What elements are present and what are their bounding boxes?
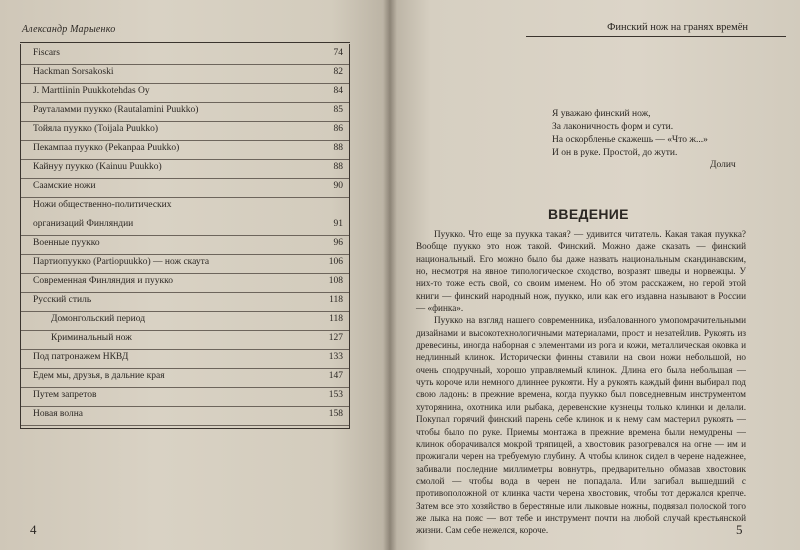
toc-entry-page: 82 — [333, 67, 343, 77]
toc-entry — [21, 105, 349, 124]
toc-entry-page: 84 — [333, 86, 343, 96]
left-page — [0, 0, 390, 550]
epigraph-line: Я уважаю финский нож, — [552, 109, 651, 119]
toc-entry-rule — [21, 273, 349, 274]
toc-entry-title: Hackman Sorsakoski — [33, 67, 114, 77]
toc-entry — [21, 238, 349, 257]
toc-entry-rule — [21, 292, 349, 293]
epigraph — [552, 108, 752, 160]
paragraph: Пуукко. Что еще за пуукка такая? — удивится читатель. Какая такая пуукка? Вообще пуукко это нож такой. Финский. Можно даже сказать — финский национальный. Его можно было бы даже назвать национальным скандинавским, но, несмотря на явное типологическое сходство, возразят шведы и норвежцы. У них-то тоже есть свой, со своим именем. Но об этом расскажем, но герой этой книги — финский народный нож, пуукко, или как его издавна называют в России — «финка». — [416, 229, 746, 314]
toc-entry-rule — [21, 102, 349, 103]
toc-entry-title: организаций Финляндии — [33, 219, 134, 229]
toc-entry-rule — [21, 121, 349, 122]
toc-entry-title: Пекампаа пуукко (Pekanpaa Puukko) — [33, 143, 180, 153]
toc-entry-page: 90 — [333, 181, 343, 191]
epigraph-line: На оскорбленье скажешь — «Что ж...» — [552, 135, 708, 145]
toc-entry-rule — [21, 311, 349, 312]
page-number-left: 4 — [30, 522, 37, 537]
toc-entry-rule — [21, 83, 349, 84]
toc-entry-title: J. Marttiinin Puukkotehdas Oy — [33, 86, 150, 96]
toc-entry-page: 88 — [333, 143, 343, 153]
toc-entry-rule — [21, 425, 349, 426]
toc-entry-title: Путем запретов — [33, 390, 97, 400]
toc-entry-rule — [21, 159, 349, 160]
toc-entry — [21, 86, 349, 105]
toc-entry — [21, 162, 349, 181]
toc-entry-page: 118 — [329, 314, 343, 324]
toc-entry-title: Кайнуу пуукко (Kainuu Puukko) — [33, 162, 162, 172]
toc-entry-rule — [21, 349, 349, 350]
toc-entry-title: Партиопуукко (Partiopuukko) — нож скаута — [33, 257, 210, 267]
toc-entry-rule — [21, 178, 349, 179]
toc-entry-page: 96 — [333, 238, 343, 248]
toc-entry — [21, 314, 349, 333]
toc-entry-title: Военные пуукко — [33, 238, 100, 248]
running-head-right: Финский нож на гранях времён — [607, 22, 748, 33]
running-head-left: Александр Марыенко — [22, 24, 116, 35]
toc-entry — [21, 352, 349, 371]
toc-entry-page: 118 — [329, 295, 343, 305]
toc-entry — [21, 200, 349, 219]
toc-entry — [21, 181, 349, 200]
header-rule-right — [526, 36, 786, 37]
toc-entry-rule — [21, 235, 349, 236]
toc-entry-page: 153 — [328, 390, 343, 400]
epigraph-line: За лаконичность форм и сути. — [552, 122, 674, 132]
toc-entry-title: Ножи общественно-политических — [33, 200, 172, 210]
toc-entry — [21, 390, 349, 409]
toc-entry-title: Тойяла пуукко (Toijala Puukko) — [33, 124, 159, 134]
toc-entry-page: 108 — [328, 276, 343, 286]
toc-entry — [21, 371, 349, 390]
page-number-right: 5 — [736, 522, 743, 537]
toc-entry-title: Fiscars — [33, 48, 60, 58]
toc-entry — [21, 48, 349, 67]
toc-entry-title: Криминальный нож — [51, 333, 132, 343]
toc-entry-rule — [21, 368, 349, 369]
toc-entry-page: 133 — [328, 352, 343, 362]
toc-entry-rule — [21, 387, 349, 388]
toc-entry — [21, 276, 349, 295]
toc-entry-page: 86 — [333, 124, 343, 134]
toc-entry — [21, 67, 349, 86]
toc-entry — [21, 143, 349, 162]
toc-entry — [21, 333, 349, 352]
toc-entry-page: 147 — [328, 371, 343, 381]
toc-entry-rule — [21, 197, 349, 198]
table-of-contents — [20, 44, 350, 429]
toc-entry-rule — [21, 254, 349, 255]
toc-entry — [21, 409, 349, 428]
toc-entry-page: 74 — [333, 48, 343, 58]
toc-entry-title: Саамские ножи — [33, 181, 96, 191]
toc-entry-page: 106 — [328, 257, 343, 267]
toc-entry-title: Едем мы, друзья, в дальние края — [33, 371, 165, 381]
toc-entry — [21, 257, 349, 276]
toc-entry-page: 91 — [333, 219, 343, 229]
header-rule-left — [20, 42, 350, 43]
paragraph: Пуукко на взгляд нашего современника, избалованного умопомрачительными дизайнами и высокотехнологичными материалами, прост и незатейлив. Рукоять из древесины, иногда наборная с элементами из рога и кожи, металлическая оковка и недлинный клинок. Исторически финны ставили на свои ножи небольшой, но очень сподручный, хорошо управляемый клинок. Длина его была небольшая — чуть короче или немного длиннее рукояти. Ну а рукоять каждый финн выбирал под свою ладонь: в прежние времена, когда пуукко был повседневным инструментом хуторянина, охотника или рыбака, деревенские кузнецы только клинки и делали. Покупал горячий финский парень себе клинок и к нему сам мастерил рукоять — чтобы было по руке. Приемы монтажа в прежние времена были немудрены — клинок оборачивался мокрой тряпицей, а хвостовик разогревался на огне — им и прожигали черен на требуемую глубину. А чтобы клинок сидел в черене надежнее, забивали последние миллиметры вовнутрь, предварительно обмазав хвостовик смолой — чтобы вода в черен не попадала. Или загибал вышедший с противоположной от клинка части черена хвостовик, чтобы тот держался крепче. Затем все это хозяйство в берестяные или лыковые ножны, подвязал полоской того же лыка на пояс — вот тебе и инструмент почти на любой случай крестьянской жизни. Сам себе нежелся, короче. — [416, 315, 746, 536]
epigraph-author: Долич — [710, 160, 736, 170]
toc-entry-title: Современная Финляндия и пуукко — [33, 276, 173, 286]
toc-entry-title: Домонгольский период — [51, 314, 146, 324]
epigraph-line: И он в руке. Простой, до жути. — [552, 148, 678, 158]
toc-entry-rule — [21, 406, 349, 407]
toc-entry — [21, 295, 349, 314]
toc-entry — [21, 219, 349, 238]
toc-entry-page: 88 — [333, 162, 343, 172]
chapter-heading: ВВЕДЕНИЕ — [548, 206, 629, 222]
toc-entry-rule — [21, 330, 349, 331]
toc-entry-page: 158 — [328, 409, 343, 419]
toc-entry-page: 127 — [328, 333, 343, 343]
toc-entry-title: Под патронажем НКВД — [33, 352, 129, 362]
toc-entry-title: Новая волна — [33, 409, 84, 419]
toc-entry-title: Рауталамми пуукко (Rautalamini Puukko) — [33, 105, 199, 115]
book-gutter — [383, 0, 397, 550]
toc-entry — [21, 124, 349, 143]
toc-entry-rule — [21, 140, 349, 141]
body-text — [416, 228, 746, 537]
toc-entry-title: Русский стиль — [33, 295, 92, 305]
toc-entry-page: 85 — [333, 105, 343, 115]
toc-entry-rule — [21, 64, 349, 65]
